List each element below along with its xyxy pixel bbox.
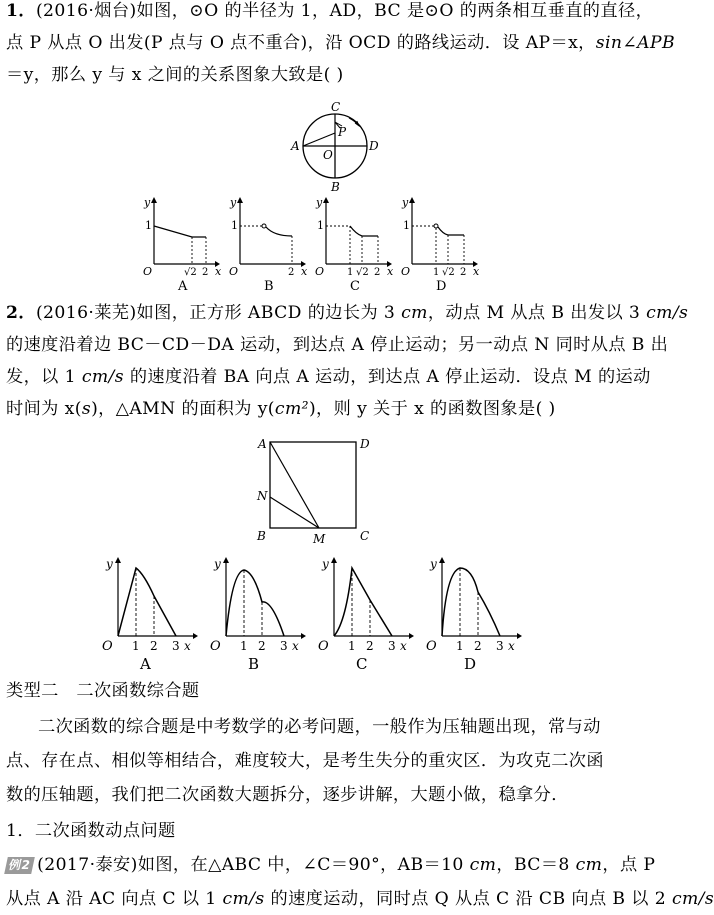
svg-text:1: 1 bbox=[456, 639, 464, 653]
svg-text:x: x bbox=[473, 265, 480, 278]
q1-number: 1． bbox=[6, 1, 36, 21]
svg-text:O: O bbox=[401, 265, 411, 278]
label-n: N bbox=[257, 489, 268, 503]
example-unit-4: cm/s bbox=[671, 889, 714, 909]
example-unit-3: cm/s bbox=[222, 889, 265, 909]
label-b: B bbox=[257, 529, 266, 543]
svg-text:O: O bbox=[426, 639, 437, 654]
svg-text:2: 2 bbox=[288, 267, 295, 278]
svg-text:x: x bbox=[400, 639, 407, 653]
q1-graph-d bbox=[401, 196, 480, 294]
q1-line-2 bbox=[6, 32, 675, 54]
section-para-2-text: 点、存在点、相似等相结合，难度较大，是考生失分的重灾区．为攻克二次函 bbox=[6, 751, 604, 771]
svg-text:3: 3 bbox=[172, 639, 180, 653]
q2-option-a[interactable]: A bbox=[140, 655, 151, 673]
q1-graph-a bbox=[143, 196, 222, 294]
svg-text:x: x bbox=[215, 265, 222, 278]
q2-graph-d bbox=[426, 557, 522, 673]
svg-text:3: 3 bbox=[496, 639, 504, 653]
svg-text:2: 2 bbox=[374, 267, 381, 278]
label-d: D bbox=[360, 437, 370, 451]
example-text-1a: (2017·泰安)如图，在△ABC 中，∠C＝90°，AB＝10 bbox=[37, 855, 470, 875]
q1-line-3 bbox=[6, 64, 630, 86]
svg-text:2: 2 bbox=[258, 639, 266, 653]
q2-c-curve bbox=[334, 568, 392, 636]
label-p: P bbox=[338, 125, 347, 139]
q2-option-c[interactable]: C bbox=[356, 655, 368, 673]
segment-nm bbox=[270, 497, 319, 528]
q2-b-curve bbox=[226, 570, 284, 636]
q1-graph-b bbox=[229, 196, 308, 294]
svg-text:1: 1 bbox=[240, 639, 248, 653]
svg-text:1: 1 bbox=[317, 219, 324, 232]
q2-text-3b: 的速度沿着 BA 向点 A 运动，到达点 A 停止运动．设点 M 的运动 bbox=[123, 367, 651, 387]
q1-source: (2016·烟台) bbox=[35, 1, 137, 21]
square-abcd bbox=[270, 442, 356, 528]
svg-text:y: y bbox=[430, 557, 437, 571]
q1-text-2: 点 P 从点 O 出发(P 点与 O 点不重合)，沿 OCD 的路线运动．设 AP＝x， bbox=[6, 33, 596, 53]
svg-text:y: y bbox=[316, 196, 323, 209]
q2-graphs bbox=[96, 552, 536, 672]
q1-a-curve bbox=[154, 226, 206, 237]
section-para-3 bbox=[6, 784, 630, 806]
svg-text:y: y bbox=[322, 557, 329, 571]
label-a: A bbox=[258, 437, 267, 451]
q1-line-1 bbox=[6, 0, 654, 22]
q2-option-d[interactable]: D bbox=[464, 655, 477, 673]
svg-text:3: 3 bbox=[280, 639, 288, 653]
q2-text-3a: 发，以 1 bbox=[6, 367, 82, 387]
section-para-2 bbox=[6, 750, 630, 772]
q2-text-1b: ，动点 M 从点 B 出发以 3 bbox=[427, 303, 647, 323]
q2-unit-3: cm/s bbox=[81, 367, 124, 387]
q1-option-d[interactable]: D bbox=[436, 279, 447, 294]
q2-a-curve bbox=[118, 568, 176, 636]
q2-unit-5: cm² bbox=[274, 399, 309, 419]
svg-text:2: 2 bbox=[150, 639, 158, 653]
svg-text:O: O bbox=[318, 639, 329, 654]
q1-text-1: 如图，⊙O 的半径为 1，AD，BC 是⊙O 的两条相互垂直的直径， bbox=[136, 1, 654, 21]
svg-text:1: 1 bbox=[433, 267, 440, 278]
svg-text:2: 2 bbox=[474, 639, 482, 653]
svg-text:O: O bbox=[210, 639, 221, 654]
svg-text:y: y bbox=[144, 196, 151, 209]
q2-graph-c bbox=[318, 557, 414, 673]
q2-source: (2016·莱芜) bbox=[35, 303, 137, 323]
section-subtitle bbox=[6, 820, 630, 842]
section-title-text: 类型二 二次函数综合题 bbox=[6, 681, 200, 701]
svg-text:O: O bbox=[143, 265, 153, 278]
svg-text:1: 1 bbox=[403, 219, 410, 232]
svg-text:1: 1 bbox=[348, 639, 356, 653]
svg-text:y: y bbox=[106, 557, 113, 571]
svg-text:O: O bbox=[315, 265, 325, 278]
q2-graph-a bbox=[102, 557, 198, 673]
label-b: B bbox=[331, 180, 340, 194]
q1-c-curve bbox=[350, 226, 378, 236]
svg-text:y: y bbox=[214, 557, 221, 571]
label-d: D bbox=[369, 139, 379, 153]
q1-circle-figure bbox=[280, 100, 390, 195]
svg-text:√2: √2 bbox=[442, 267, 455, 278]
q1-graphs bbox=[140, 192, 490, 292]
svg-text:x: x bbox=[508, 639, 515, 653]
svg-text:√2: √2 bbox=[356, 267, 369, 278]
q2-text-4c: )，则 y 关于 x 的函数图象是( ) bbox=[308, 399, 556, 419]
svg-text:1: 1 bbox=[231, 219, 238, 232]
q2-line-3 bbox=[6, 366, 651, 388]
q2-line-1 bbox=[6, 302, 689, 324]
q1-d-curve bbox=[438, 227, 464, 235]
example-unit-2: cm bbox=[575, 855, 603, 875]
svg-text:y: y bbox=[230, 196, 237, 209]
q2-number: 2． bbox=[6, 303, 36, 323]
svg-text:x: x bbox=[301, 265, 308, 278]
q1-graph-c bbox=[315, 196, 394, 294]
segment-am bbox=[270, 442, 319, 528]
section-para-3-text: 数的压轴题，我们把二次函数大题拆分，逐步讲解，大题小做，稳拿分． bbox=[6, 785, 569, 805]
q2-text-1a: 如图，正方形 ABCD 的边长为 3 bbox=[136, 303, 402, 323]
label-a: A bbox=[291, 139, 300, 153]
svg-text:x: x bbox=[184, 639, 191, 653]
label-m: M bbox=[313, 532, 326, 546]
svg-text:1: 1 bbox=[132, 639, 140, 653]
q2-unit-1: cm bbox=[401, 303, 428, 323]
segment-ap bbox=[303, 133, 335, 146]
q2-unit-4: s bbox=[81, 399, 92, 419]
label-c: C bbox=[360, 529, 370, 543]
q2-text-4a: 时间为 x( bbox=[6, 399, 82, 419]
q1-option-c[interactable]: C bbox=[350, 279, 360, 294]
section-para-1-text: 二次函数的综合题是中考数学的必考问题，一般作为压轴题出现，常与动 bbox=[38, 717, 601, 737]
q2-line-4 bbox=[6, 398, 630, 420]
example-text-2a: 从点 A 沿 AC 向点 C 以 1 bbox=[6, 889, 223, 909]
example-line-2 bbox=[6, 888, 714, 910]
example-badge: 例2 bbox=[4, 857, 35, 874]
svg-text:3: 3 bbox=[388, 639, 396, 653]
q2-option-b[interactable]: B bbox=[248, 655, 260, 673]
example-line-1 bbox=[6, 854, 656, 876]
label-c: C bbox=[331, 100, 341, 114]
q2-square-figure bbox=[250, 432, 380, 552]
q1-b-curve bbox=[266, 227, 292, 236]
svg-text:O: O bbox=[102, 639, 113, 654]
svg-text:y: y bbox=[402, 196, 409, 209]
svg-text:1: 1 bbox=[145, 219, 152, 232]
svg-text:2: 2 bbox=[366, 639, 374, 653]
section-para-1 bbox=[38, 716, 630, 738]
svg-text:O: O bbox=[229, 265, 239, 278]
q1-sin-expr: sin∠APB bbox=[595, 33, 675, 53]
example-text-1c: ，点 P bbox=[602, 855, 656, 875]
q1-text-3: ＝y，那么 y 与 x 之间的关系图象大致是( ) bbox=[6, 65, 344, 85]
example-text-1b: ，BC＝8 bbox=[496, 855, 576, 875]
example-unit-1: cm bbox=[469, 855, 497, 875]
section-title bbox=[6, 680, 630, 702]
q2-text-4b: )，△AMN 的面积为 y( bbox=[91, 399, 275, 419]
svg-text:2: 2 bbox=[202, 267, 209, 278]
q2-d-curve bbox=[442, 568, 500, 636]
example-text-2b: 的速度运动，同时点 Q 从点 C 沿 CB 向点 B 以 2 bbox=[264, 889, 672, 909]
q2-text-2: 的速度沿着边 BC－CD－DA 运动，到达点 A 停止运动；另一动点 N 同时从点 B 出 bbox=[6, 335, 669, 355]
q2-graph-b bbox=[210, 557, 306, 673]
svg-text:x: x bbox=[387, 265, 394, 278]
svg-text:2: 2 bbox=[460, 267, 467, 278]
q1-option-a[interactable]: A bbox=[178, 279, 188, 294]
svg-text:√2: √2 bbox=[184, 267, 197, 278]
q1-option-b[interactable]: B bbox=[264, 279, 274, 294]
svg-text:1: 1 bbox=[347, 267, 354, 278]
q2-line-2 bbox=[6, 334, 669, 356]
section-subtitle-text: 1．二次函数动点问题 bbox=[6, 821, 176, 841]
q2-unit-2: cm/s bbox=[646, 303, 689, 323]
svg-text:x: x bbox=[292, 639, 299, 653]
label-o: O bbox=[323, 148, 333, 162]
